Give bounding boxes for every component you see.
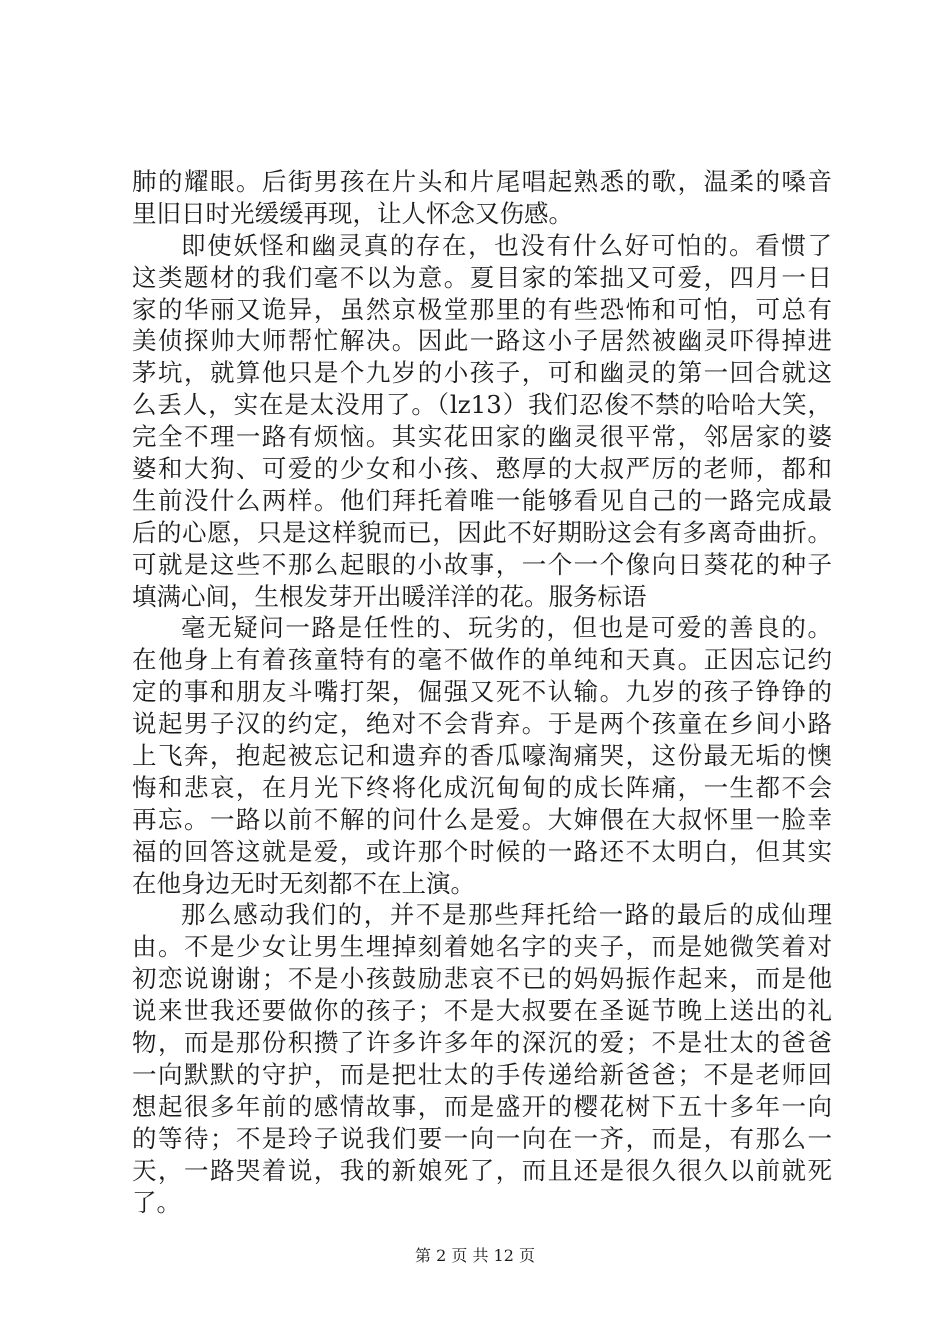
text-line: 了。 xyxy=(132,1187,181,1217)
text-line: 的等待；不是玲子说我们要一向一向在一齐，而是，有那么一 xyxy=(132,1123,832,1153)
text-line: 天，一路哭着说，我的新娘死了，而且还是很久很久以前就死 xyxy=(132,1155,832,1185)
text-line: 在他身上有着孩童特有的毫不做作的单纯和天真。正因忘记约 xyxy=(132,645,832,675)
text-line: 可就是这些不那么起眼的小故事，一个一个像向日葵花的种子 xyxy=(132,549,832,579)
text-line: 福的回答这就是爱，或许那个时候的一路还不太明白，但其实 xyxy=(132,836,832,866)
text-line: 由。不是少女让男生埋掉刻着她名字的夹子，而是她微笑着对 xyxy=(132,932,832,962)
text-line: 这类题材的我们毫不以为意。夏目家的笨拙又可爱，四月一日 xyxy=(132,262,832,292)
paragraph-3 xyxy=(132,612,832,899)
text-line: 在他身边无时无刻都不在上演。 xyxy=(132,868,475,898)
text-line: 一向默默的守护，而是把壮太的手传递给新爸爸；不是老师回 xyxy=(132,1059,832,1089)
text-line: 毫无疑问一路是任性的、玩劣的，但也是可爱的善良的。 xyxy=(181,613,832,643)
text-line: 说来世我还要做你的孩子；不是大叔要在圣诞节晚上送出的礼 xyxy=(132,996,832,1026)
text-line: 填满心间，生根发芽开出暖洋洋的花。服务标语 xyxy=(132,581,647,611)
text-line: 悔和悲哀，在月光下终将化成沉甸甸的成长阵痛，一生都不会 xyxy=(132,772,832,802)
text-line: 想起很多年前的感情故事，而是盛开的樱花树下五十多年一向 xyxy=(132,1091,832,1121)
text-line: 完全不理一路有烦恼。其实花田家的幽灵很平常，邻居家的婆 xyxy=(132,422,832,452)
text-line: 肺的耀眼。后街男孩在片头和片尾唱起熟悉的歌，温柔的嗓音 xyxy=(132,167,832,196)
paragraph-2 xyxy=(132,230,832,613)
text-line: 说起男子汉的约定，绝对不会背弃。于是两个孩童在乡间小路 xyxy=(132,709,832,739)
text-line: 茅坑，就算他只是个九岁的小孩子，可和幽灵的第一回合就这 xyxy=(132,358,832,388)
text-line: 再忘。一路以前不解的问什么是爱。大婶偎在大叔怀里一脸幸 xyxy=(132,804,832,834)
text-line: 物，而是那份积攒了许多许多年的深沉的爱；不是壮太的爸爸 xyxy=(132,1028,832,1058)
text-line: 美侦探帅大师帮忙解决。因此一路这小子居然被幽灵吓得掉进 xyxy=(132,326,832,356)
text-line: 生前没什么两样。他们拜托着唯一能够看见自己的一路完成最 xyxy=(132,485,832,515)
page-number-footer: 第 2 页 共 12 页 xyxy=(415,1246,535,1265)
body-text xyxy=(132,166,832,1218)
text-line: 里旧日时光缓缓再现，让人怀念又伤感。 xyxy=(132,198,573,228)
text-line: 婆和大狗、可爱的少女和小孩、憨厚的大叔严厉的老师，都和 xyxy=(132,454,832,484)
text-line: 么丢人，实在是太没用了。（lz13）我们忍俊不禁的哈哈大笑， xyxy=(132,390,832,420)
paragraph-4 xyxy=(132,899,832,1218)
text-line: 那么感动我们的，并不是那些拜托给一路的最后的成仙理 xyxy=(181,900,832,930)
text-line: 初恋说谢谢；不是小孩鼓励悲哀不已的妈妈振作起来，而是他 xyxy=(132,964,832,994)
text-line: 后的心愿，只是这样貌而已，因此不好期盼这会有多离奇曲折。 xyxy=(132,517,832,547)
text-line: 家的华丽又诡异，虽然京极堂那里的有些恐怖和可怕，可总有 xyxy=(132,294,832,324)
paragraph-1 xyxy=(132,166,832,230)
text-line: 即使妖怪和幽灵真的存在，也没有什么好可怕的。看惯了 xyxy=(181,230,832,260)
text-line: 上飞奔，抱起被忘记和遗弃的香瓜嚎淘痛哭，这份最无垢的懊 xyxy=(132,741,832,771)
text-line: 定的事和朋友斗嘴打架，倔强又死不认输。九岁的孩子铮铮的 xyxy=(132,677,832,707)
